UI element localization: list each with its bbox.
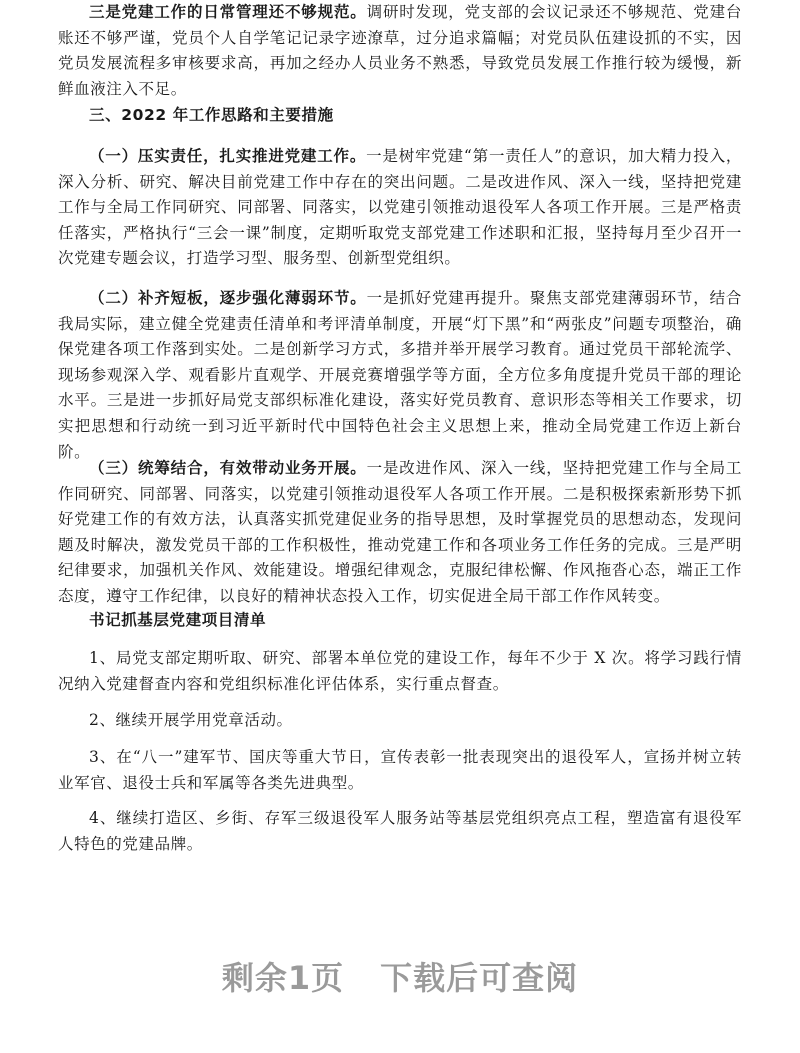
paragraph-daily-management [58,0,742,102]
remaining-pages-text: 剩余1页 [221,959,345,997]
list-item: 1、局党支部定期听取、研究、部署本单位党的建设工作，每年不少于 X 次。将学习践行情况纳入党建督查内容和党组织标准化评估体系，实行重点督查。 [58,649,742,693]
list-item: 2、继续开展学用党章活动。 [89,711,293,729]
paragraph-body: 一是抓好党建再提升。聚焦支部党建薄弱环节，结合我局实际，建立健全党建责任清单和考评清单制度，开展“灯下黑”和“两张皮”问题专项整治，确保党建各项工作落到实处。二是创新学习方式，多措并举开展学习教育。通过党员干部轮流学、现场参观深入学、观看影片直观学、开展竞赛增强学等方面，全方位多角度提升党员干部的理论水平。三是进一步抓好局党支部织标准化建设，落实好党员教育、意识形态等相关工作要求，切实把思想和行动统一到习近平新时代中国特色社会主义思想上来，推动全局党建工作迈上新台阶。 [58,289,742,461]
list-item: 4、继续打造区、乡街、存军三级退役军人服务站等基层党组织亮点工程，塑造富有退役军人特色的党建品牌。 [58,809,742,853]
section-heading-project-list: 书记抓基层党建项目清单 [89,611,267,629]
paragraph-weak-links [58,286,742,465]
paragraph-lead: （三）统筹结合，有效带动业务开展。 [89,459,367,477]
paragraph-lead: 三是党建工作的日常管理还不够规范。 [89,3,367,21]
download-to-view-text[interactable]: 下载后可查阅 [380,959,579,997]
paragraph-lead: （二）补齐短板，逐步强化薄弱环节。 [89,289,367,307]
paragraph-body: 调研时发现，党支部的会议记录还不够规范、党建台账还不够严谨，党员个人自学笔记记录字迹潦草，过分追求篇幅；对党员队伍建设抓的不实，因党员发展流程多审核要求高，再加之经办人员业务不熟悉，导致党员发展工作推行较为缓慢，新鲜血液注入不足。 [58,3,742,98]
paragraph-responsibility [58,144,742,272]
paragraph-lead: （一）压实责任，扎实推进党建工作。 [89,147,367,165]
download-prompt[interactable] [0,958,800,998]
section-heading-2022: 三、2022 年工作思路和主要措施 [89,106,334,124]
list-item: 3、在“八一”建军节、国庆等重大节日，宣传表彰一批表现突出的退役军人，宣扬并树立转业军官、退役士兵和军属等各类先进典型。 [58,748,742,792]
paragraph-body: 一是改进作风、深入一线，坚持把党建工作与全局工作同研究、同部署、同落实，以党建引领推动退役军人各项工作开展。二是积极探索新形势下抓好党建工作的有效方法，认真落实抓党建促业务的指导思想，及时掌握党员的思想动态，发现问题及时解决，激发党员干部的工作积极性，推动党建工作和各项业务工作任务的完成。三是严明纪律要求，加强机关作风、效能建设。增强纪律观念，克服纪律松懈、作风拖沓心态，端正工作态度，遵守工作纪律，以良好的精神状态投入工作，切实促进全局干部工作作风转变。 [58,459,742,605]
paragraph-body: 一是树牢党建“第一责任人”的意识，加大精力投入，深入分析、研究、解决目前党建工作中存在的突出问题。二是改进作风、深入一线，坚持把党建工作与全局工作同研究、同部署、同落实，以党建引领推动退役军人各项工作开展。三是严格责任落实，严格执行“三会一课”制度，定期听取党支部党建工作述职和汇报，坚持每月至少召开一次党建专题会议，打造学习型、服务型、创新型党组织。 [58,147,743,268]
paragraph-business [58,456,742,610]
